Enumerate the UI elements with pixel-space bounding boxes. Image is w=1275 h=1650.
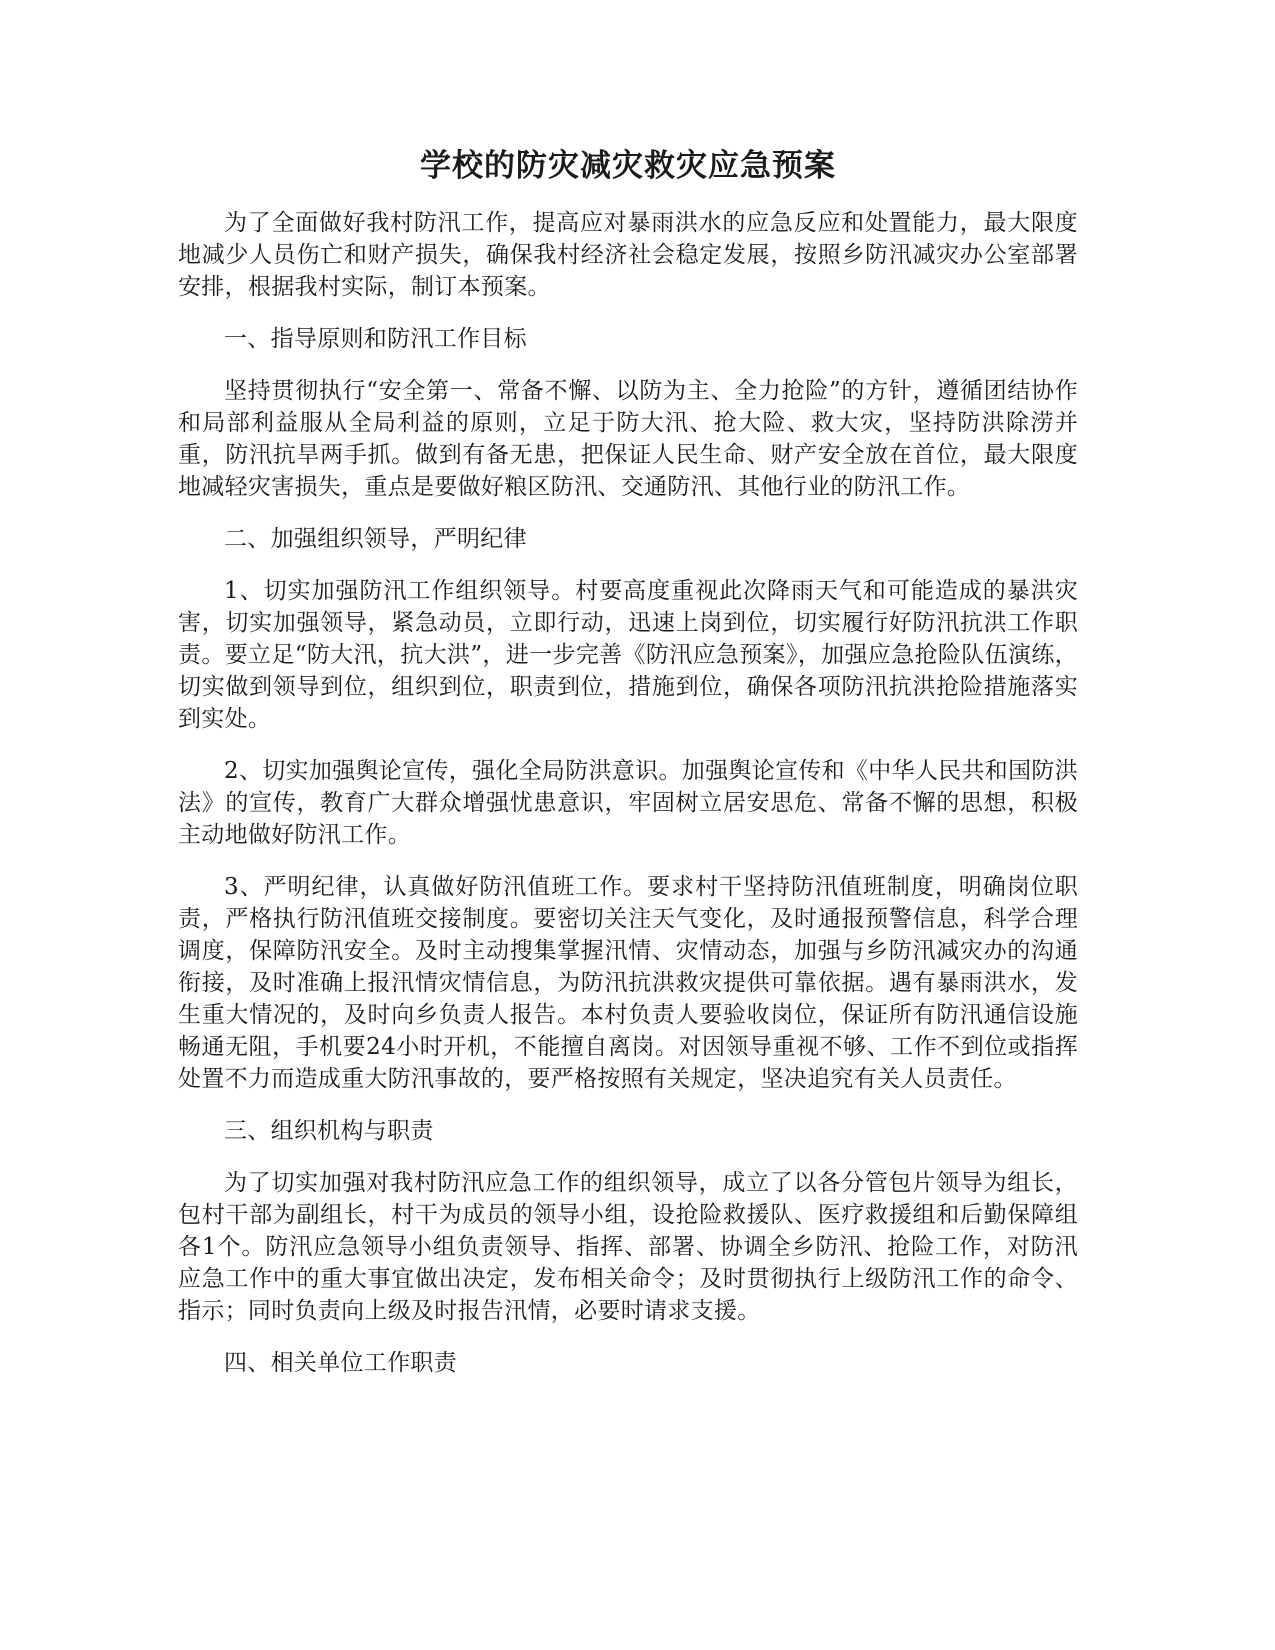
section-2-paragraph-2: 2、切实加强舆论宣传，强化全局防洪意识。加强舆论宣传和《中华人民共和国防洪法》的宣传，教育广大群众增强忧患意识，牢固树立居安思危、常备不懈的思想，积极主动地做好防汛工作。 <box>178 758 1078 848</box>
document-title: 学校的防灾减灾救灾应急预案 <box>420 148 836 184</box>
document-page <box>178 140 1078 1399</box>
section-heading-2: 二、加强组织领导，严明纪律 <box>224 526 527 552</box>
section-2-paragraph-1: 1、切实加强防汛工作组织领导。村要高度重视此次降雨天气和可能造成的暴洪灾害，切实加强领导，紧急动员，立即行动，迅速上岗到位，切实履行好防汛抗洪工作职责。要立足“防大汛，抗大洪”，进一步完善《防汛应急预案》，加强应急抢险队伍演练，切实做到领导到位，组织到位，职责到位，措施到位，确保各项防汛抗洪抢险措施落实到实处。 <box>178 578 1078 732</box>
section-3-paragraph: 为了切实加强对我村防汛应急工作的组织领导，成立了以各分管包片领导为组长，包村干部为副组长，村干为成员的领导小组，设抢险救援队、医疗救援组和后勤保障组各1个。防汛应急领导小组负责领导、指挥、部署、协调全乡防汛、抢险工作，对防汛应急工作中的重大事宜做出决定，发布相关命令；及时贯彻执行上级防汛工作的命令、指示；同时负责向上级及时报告汛情，必要时请求支援。 <box>178 1170 1078 1324</box>
section-2-paragraph-3: 3、严明纪律，认真做好防汛值班工作。要求村干坚持防汛值班制度，明确岗位职责，严格执行防汛值班交接制度。要密切关注天气变化，及时通报预警信息，科学合理调度，保障防汛安全。及时主动搜集掌握汛情、灾情动态，加强与乡防汛减灾办的沟通衔接，及时准确上报汛情灾情信息，为防汛抗洪救灾提供可靠依据。遇有暴雨洪水，发生重大情况的，及时向乡负责人报告。本村负责人要验收岗位，保证所有防汛通信设施畅通无阻，手机要24小时开机，不能擅自离岗。对因领导重视不够、工作不到位或指挥处置不力而造成重大防汛事故的，要严格按照有关规定，坚决追究有关人员责任。 <box>178 874 1078 1092</box>
section-heading-3: 三、组织机构与职责 <box>224 1118 434 1144</box>
section-1-paragraph: 坚持贯彻执行“安全第一、常备不懈、以防为主、全力抢险”的方针，遵循团结协作和局部利益服从全局利益的原则，立足于防大汛、抢大险、救大灾，坚持防洪除涝并重，防汛抗旱两手抓。做到有备无患，把保证人民生命、财产安全放在首位，最大限度地减轻灾害损失，重点是要做好粮区防汛、交通防汛、其他行业的防汛工作。 <box>178 378 1078 500</box>
section-heading-4: 四、相关单位工作职责 <box>224 1350 457 1376</box>
section-heading-1: 一、指导原则和防汛工作目标 <box>224 326 527 352</box>
intro-paragraph: 为了全面做好我村防汛工作，提高应对暴雨洪水的应急反应和处置能力，最大限度地减少人员伤亡和财产损失，确保我村经济社会稳定发展，按照乡防汛减灾办公室部署安排，根据我村实际，制订本预案。 <box>178 210 1078 300</box>
